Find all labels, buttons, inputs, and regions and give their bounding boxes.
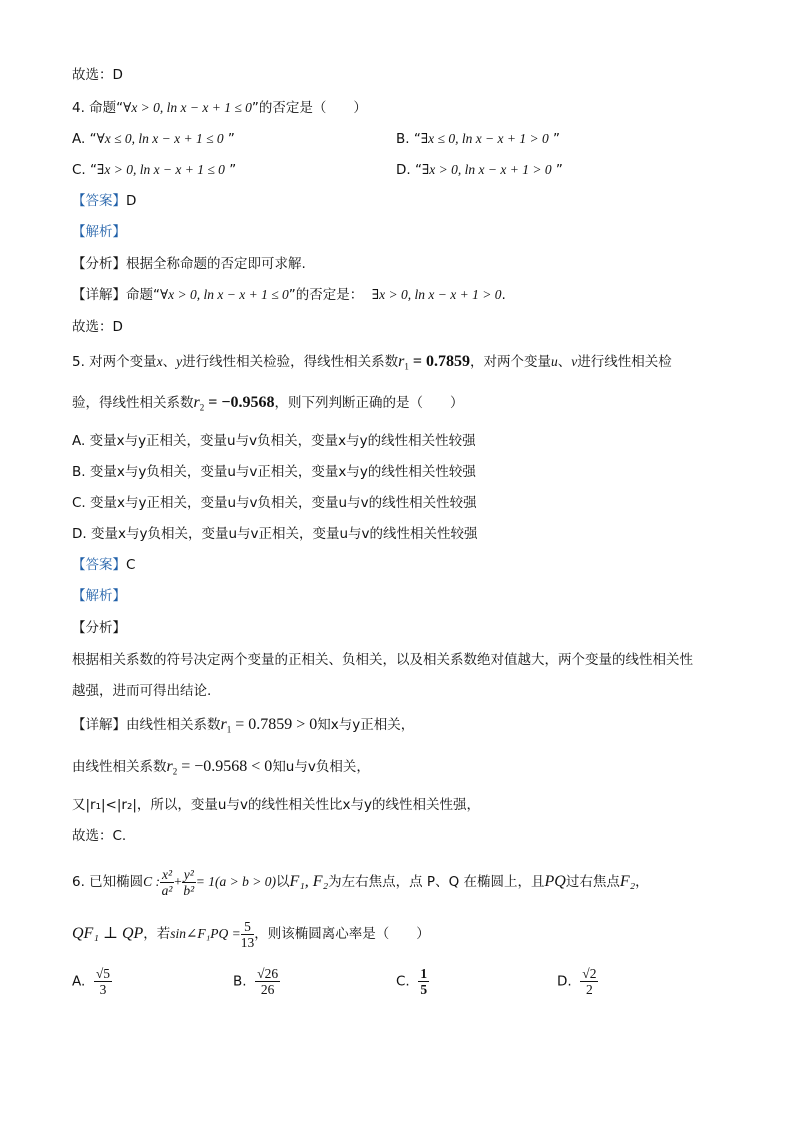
q4-analysis-tag: 【解析】 bbox=[72, 224, 126, 240]
q4-stem-math: ∀x > 0, ln x − x + 1 ≤ 0 bbox=[123, 100, 252, 115]
q4-detail-end: . bbox=[501, 287, 506, 303]
q5-d2-value: = −0.9568 < 0 bbox=[177, 758, 273, 775]
q6-frac-y-num: y² bbox=[183, 866, 194, 882]
q6-option-a-num: √5 bbox=[95, 966, 111, 981]
q5-y: y bbox=[176, 354, 183, 369]
q5-d1-r: r bbox=[220, 716, 227, 733]
q6-option-d-frac bbox=[580, 966, 598, 997]
q5-d1-sub: 1 bbox=[226, 724, 232, 735]
q5-r1-sub: 1 bbox=[404, 361, 409, 372]
q6-frac-y bbox=[182, 867, 196, 898]
q5-x: x bbox=[156, 354, 163, 369]
q6-option-b-frac bbox=[255, 966, 280, 997]
q6-frac-sin bbox=[241, 919, 255, 950]
q4-option-d bbox=[396, 161, 563, 179]
q5-option-a: A. 变量x与y正相关，变量u与v负相关，变量x与y的线性相关性较强 bbox=[72, 433, 476, 449]
q5-answer bbox=[72, 556, 135, 574]
q5-d2-end: 知u与v负相关， bbox=[272, 759, 370, 775]
q6-eq: = 1(a > b > 0) bbox=[195, 874, 276, 889]
q4-fenxi bbox=[72, 255, 306, 273]
q4-answer-value: D bbox=[126, 193, 137, 209]
q5-d2-r: r bbox=[166, 758, 173, 775]
q5-fenxi-tag: 【分析】 bbox=[72, 620, 126, 636]
q6-f2: F₂ bbox=[619, 873, 636, 890]
q5-fenxi-line2: 越强，进而可得出结论. bbox=[72, 683, 212, 699]
q6-option-a-frac bbox=[94, 966, 112, 997]
q6-mid2: 为左右焦点，点 P、Q 在椭圆上，且 bbox=[328, 874, 545, 890]
q4-option-c-end: ” bbox=[224, 162, 237, 178]
q4-detail-math2: ∃x > 0, ln x − x + 1 > 0 bbox=[371, 287, 502, 302]
q5-r1: r bbox=[398, 353, 405, 370]
q6-frac-sin-num: 5 bbox=[241, 919, 255, 935]
q6-option-a-den: 3 bbox=[99, 982, 107, 997]
q6-frac-x-num: x² bbox=[162, 866, 173, 882]
q6-frac-sin-den: 13 bbox=[240, 934, 255, 950]
q5-r2-value: = −0.9568 bbox=[204, 394, 275, 411]
q6-option-a-label: A. bbox=[72, 973, 86, 990]
q6-option-b-num: √26 bbox=[257, 966, 279, 981]
q6-option-c bbox=[396, 966, 429, 997]
q5-l2-pre: 验，得线性相关系数 bbox=[72, 395, 194, 411]
q5-stem-line1 bbox=[72, 353, 672, 376]
q5-answer-value: C bbox=[126, 557, 136, 573]
q5-l1-pre: 5. 对两个变量 bbox=[72, 354, 157, 370]
q6-frac-x bbox=[160, 867, 174, 898]
q5-d1-end: 知x与y正相关， bbox=[317, 717, 415, 733]
q4-option-c-label: C. “ bbox=[72, 162, 98, 178]
q4-detail-tag: 【详解】 bbox=[72, 287, 126, 303]
q5-detail-line1 bbox=[72, 716, 414, 739]
q6-sin: sin∠F₁PQ = bbox=[170, 926, 241, 941]
q3-conclusion: 故选：D bbox=[72, 67, 123, 83]
q5-u: u bbox=[551, 354, 558, 369]
q6-option-b-label: B. bbox=[233, 973, 247, 990]
q5-v: v bbox=[571, 354, 578, 369]
q4-detail-pre: 命题“ bbox=[126, 287, 160, 303]
q4-stem bbox=[72, 99, 367, 117]
q6-option-b-den: 26 bbox=[260, 982, 275, 997]
q5-r2: r bbox=[193, 394, 200, 411]
q4-answer bbox=[72, 192, 136, 210]
q6-stem-line2 bbox=[72, 916, 430, 952]
q6-mid3: 过右焦点 bbox=[565, 874, 620, 890]
q5-r1-value: = 0.7859 bbox=[408, 353, 471, 370]
q6-l2-math: QF₁ ⊥ QP bbox=[72, 925, 144, 942]
q6-option-a bbox=[72, 966, 112, 997]
q5-sep: 、 bbox=[162, 354, 177, 370]
q4-detail-mid: ”的否定是： bbox=[288, 287, 364, 303]
q5-detail-line3: 又|r₁|<|r₂|，所以，变量u与v的线性相关性比x与y的线性相关性强， bbox=[72, 797, 480, 813]
q6-pq: PQ bbox=[544, 873, 566, 890]
q5-fenxi-line1: 根据相关系数的符号决定两个变量的正相关、负相关，以及相关系数绝对值越大，两个变量的线性相关性 bbox=[72, 652, 693, 668]
q4-answer-tag: 【答案】 bbox=[72, 193, 126, 209]
q6-option-c-num: 1 bbox=[420, 966, 428, 981]
q5-detail-line2 bbox=[72, 758, 370, 781]
q6-option-d bbox=[557, 966, 598, 997]
q4-option-a-end: ” bbox=[223, 131, 235, 147]
q5-detail-tag: 【详解】 bbox=[72, 717, 126, 733]
q6-frac-x-den: a² bbox=[161, 882, 173, 898]
q4-option-b-label: B. “ bbox=[396, 131, 421, 147]
q4-option-c-math: ∃x > 0, ln x − x + 1 ≤ 0 bbox=[97, 162, 225, 177]
q4-option-b bbox=[396, 130, 560, 148]
q6-option-c-label: C. bbox=[396, 973, 410, 990]
q4-detail bbox=[72, 286, 506, 304]
q6-l2-mid: ，若 bbox=[143, 926, 171, 942]
q5-l2-end: ，则下列判断正确的是（ ） bbox=[274, 395, 464, 411]
q5-answer-tag: 【答案】 bbox=[72, 557, 126, 573]
q5-l1-mid: 进行线性相关检验，得线性相关系数 bbox=[182, 354, 399, 370]
q5-sep2: 、 bbox=[557, 354, 572, 370]
q6-option-c-frac bbox=[418, 966, 429, 997]
q6-option-b bbox=[233, 966, 280, 997]
q6-frac-y-den: b² bbox=[183, 882, 195, 898]
q4-option-b-math: ∃x ≤ 0, ln x − x + 1 > 0 bbox=[420, 131, 549, 146]
q6-option-c-den: 5 bbox=[420, 982, 428, 997]
q5-stem-line2 bbox=[72, 394, 463, 417]
q5-r2-sub: 2 bbox=[199, 402, 205, 413]
q6-mid1: 以 bbox=[275, 874, 290, 890]
q5-l1-mid2: ，对两个变量 bbox=[470, 354, 552, 370]
q4-fenxi-text: 根据全称命题的否定即可求解. bbox=[126, 256, 306, 272]
q6-option-d-label: D. bbox=[557, 973, 572, 990]
q4-option-d-end: ” bbox=[551, 162, 563, 178]
q5-option-b: B. 变量x与y负相关，变量u与v正相关，变量x与y的线性相关性较强 bbox=[72, 464, 476, 480]
q5-option-c: C. 变量x与y正相关，变量u与v负相关，变量u与v的线性相关性较强 bbox=[72, 495, 477, 511]
q6-option-d-den: 2 bbox=[585, 982, 593, 997]
q4-option-a-label: A. “ bbox=[72, 131, 97, 147]
q4-stem-post: ”的否定是（ ） bbox=[251, 100, 367, 116]
q4-option-b-end: ” bbox=[548, 131, 561, 147]
q4-option-c bbox=[72, 161, 236, 179]
q5-d2-pre: 由线性相关系数 bbox=[72, 759, 167, 775]
q6-l2-end: ，则该椭圆离心率是（ ） bbox=[254, 926, 430, 942]
q4-option-d-label: D. “ bbox=[396, 162, 422, 178]
q5-d1-value: = 0.7859 > 0 bbox=[231, 716, 318, 733]
q5-conclusion: 故选：C. bbox=[72, 828, 127, 844]
q6-pre: 6. 已知椭圆 bbox=[72, 874, 144, 890]
q5-d1-pre: 由线性相关系数 bbox=[126, 717, 221, 733]
q5-option-d: D. 变量x与y负相关，变量u与v正相关，变量u与v的线性相关性较强 bbox=[72, 526, 478, 542]
q6-stem-line1 bbox=[72, 864, 649, 900]
q4-conclusion: 故选：D bbox=[72, 319, 123, 335]
q4-detail-math: ∀x > 0, ln x − x + 1 ≤ 0 bbox=[160, 287, 289, 302]
q6-option-d-num: √2 bbox=[582, 966, 597, 981]
q6-f1f2: F₁, F₂ bbox=[289, 873, 329, 890]
q6-end1: ， bbox=[635, 874, 649, 890]
q4-option-a-math: ∀x ≤ 0, ln x − x + 1 ≤ 0 bbox=[96, 131, 224, 146]
q5-analysis-tag: 【解析】 bbox=[72, 588, 126, 604]
q6-plus: + bbox=[174, 874, 182, 889]
q6-c: C : bbox=[143, 874, 161, 889]
q4-option-a bbox=[72, 130, 235, 148]
q5-d2-sub: 2 bbox=[172, 766, 178, 777]
q5-l1-end: 进行线性相关检 bbox=[577, 354, 672, 370]
q4-fenxi-tag: 【分析】 bbox=[72, 256, 126, 272]
q4-option-d-math: ∃x > 0, ln x − x + 1 > 0 bbox=[421, 162, 552, 177]
q4-stem-pre: 4. 命题“ bbox=[72, 100, 124, 116]
